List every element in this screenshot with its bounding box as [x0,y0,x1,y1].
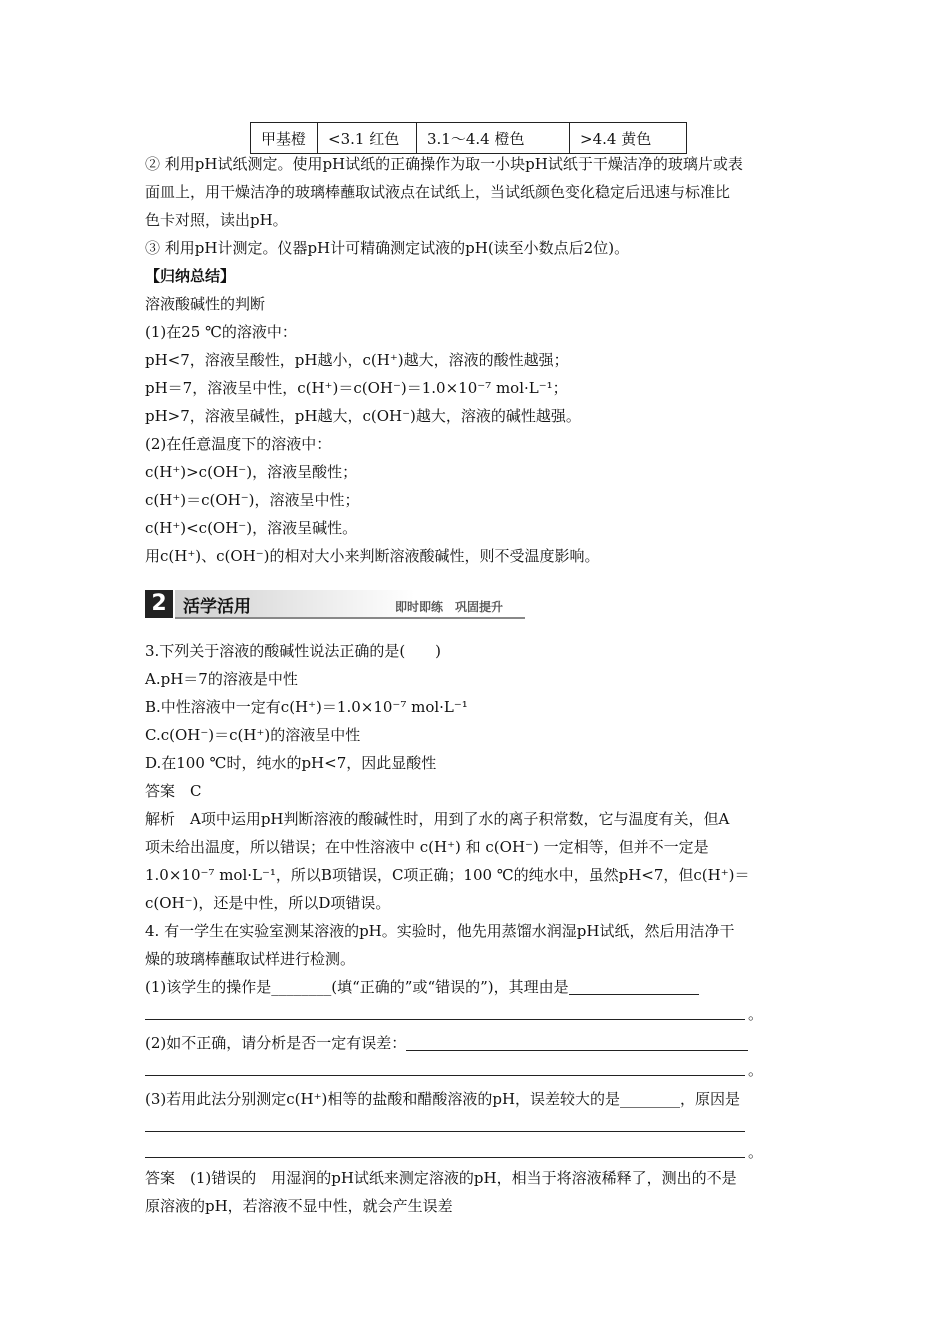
answer-blank[interactable] [145,1074,745,1076]
period: 。 [748,1143,764,1161]
text-line: 色卡对照，读出pH。 [145,211,288,229]
question-stem: 燥的玻璃棒蘸取试样进行检测。 [145,950,356,968]
text-line: 溶液酸碱性的判断 [145,295,266,313]
banner-title: 活学活用 [183,597,251,617]
subquestion-1-text: (1)该学生的操作是________(填“正确的”或“错误的”)，其理由是 [145,978,569,996]
text-line: c(H⁺)<c(OH⁻)，溶液呈碱性。 [145,519,358,537]
answer-blank[interactable] [406,1034,748,1051]
text-line: ② 利用pH试纸测定。使用pH试纸的正确操作为取一小块pH试纸于干燥洁净的玻璃片或表 [145,155,743,173]
option-b: B.中性溶液中一定有c(H⁺)＝1.0×10⁻⁷ mol·L⁻¹ [145,698,468,716]
table-row [251,123,687,154]
question-stem: 4. 有一学生在实验室测某溶液的pH。实验时，他先用蒸馏水润湿pH试纸，然后用洁净干 [145,922,735,940]
option-d: D.在100 ℃时，纯水的pH<7，因此显酸性 [145,754,437,772]
table-cell-red: <3.1 红色 [318,123,417,154]
subquestion-2-text: (2)如不正确，请分析是否一定有误差： [145,1034,407,1052]
answer-blank[interactable] [145,1130,745,1132]
explanation-line: c(OH⁻)，还是中性，所以D项错误。 [145,894,391,912]
subquestion-2 [145,1033,748,1053]
text-line: (1)在25 ℃的溶液中： [145,323,297,341]
text-line: ③ 利用pH计测定。仪器pH计可精确测定试液的pH(读至小数点后2位)。 [145,239,630,257]
section-heading: 【归纳总结】 [145,267,236,285]
subquestion-1 [145,977,699,997]
answer-blank[interactable] [145,1156,745,1158]
period: 。 [748,1005,764,1023]
text-line: pH>7，溶液呈碱性，pH越大，c(OH⁻)越大，溶液的碱性越强。 [145,407,581,425]
text-line: (2)在任意温度下的溶液中： [145,435,332,453]
text-line: 面皿上，用干燥洁净的玻璃棒蘸取试液点在试纸上，当试纸颜色变化稳定后迅速与标准比 [145,183,731,201]
option-a: A.pH＝7的溶液是中性 [145,670,298,688]
subquestion-3: (3)若用此法分别测定c(H⁺)相等的盐酸和醋酸溶液的pH，误差较大的是________，原因是 [145,1090,741,1108]
answer-blank[interactable] [569,978,699,995]
text-line: pH<7，溶液呈酸性，pH越小，c(H⁺)越大，溶液的酸性越强； [145,351,569,369]
indicator-table [250,122,687,154]
text-line: c(H⁺)＝c(OH⁻)，溶液呈中性； [145,491,360,509]
table-cell-yellow: >4.4 黄色 [570,123,687,154]
text-line: pH＝7，溶液呈中性，c(H⁺)＝c(OH⁻)＝1.0×10⁻⁷ mol·L⁻¹； [145,379,568,397]
explanation-line: 解析 A项中运用pH判断溶液的酸碱性时，用到了水的离子积常数，它与温度有关，但A [145,810,730,828]
answer-line: 答案 (1)错误的 用湿润的pH试纸来测定溶液的pH，相当于将溶液稀释了，测出的不是 [145,1169,737,1187]
answer-blank[interactable] [145,1018,745,1020]
section-banner [145,590,525,618]
period: 。 [748,1061,764,1079]
banner-rule [175,617,525,619]
banner-subtitle: 即时即练 巩固提升 [395,600,504,614]
text-line: c(H⁺)>c(OH⁻)，溶液呈酸性； [145,463,358,481]
question-stem: 3.下列关于溶液的酸碱性说法正确的是( ) [145,642,442,660]
section-number: 2 [145,590,173,618]
answer: 答案 C [145,782,202,800]
text-line: 用c(H⁺)、c(OH⁻)的相对大小来判断溶液酸碱性，则不受温度影响。 [145,547,600,565]
table-cell-orange: 3.1～4.4 橙色 [417,123,570,154]
table-cell-name: 甲基橙 [251,123,318,154]
answer-line: 原溶液的pH，若溶液不显中性，就会产生误差 [145,1197,453,1215]
explanation-line: 1.0×10⁻⁷ mol·L⁻¹，所以B项错误，C项正确；100 ℃的纯水中，虽然pH<7，但c(H⁺)＝ [145,866,750,884]
option-c: C.c(OH⁻)＝c(H⁺)的溶液呈中性 [145,726,361,744]
explanation-line: 项未给出温度，所以错误；在中性溶液中 c(H⁺) 和 c(OH⁻) 一定相等，但并不一定是 [145,838,709,856]
